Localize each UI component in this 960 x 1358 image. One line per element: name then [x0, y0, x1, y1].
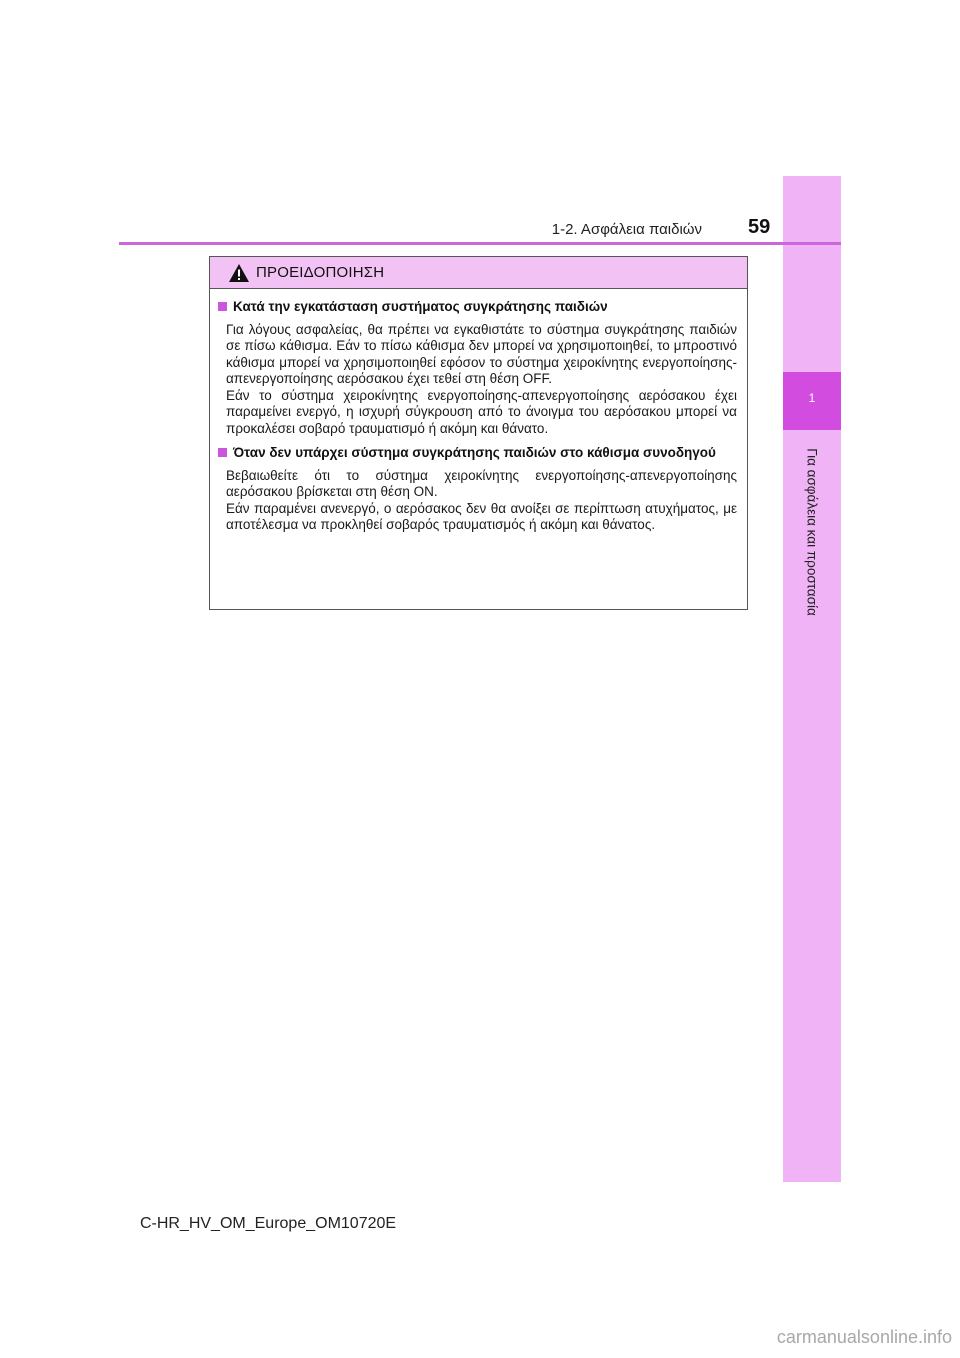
warning-paragraph: Για λόγους ασφαλείας, θα πρέπει να εγκαθιστάτε το σύστημα συγκράτησης παιδιών σε πίσω κάθισμα. Εάν το πίσω κάθισμα δεν μπορεί να χρησιμοποιηθεί, το μπροστινό κάθισμα μπορεί να χρησιμοποιηθεί εφόσον το σύστημα χειροκίνητης ενεργοποίησης-απενεργοποίησης αερόσακου έχει τεθεί στη θέση OFF.: [226, 321, 737, 386]
warning-item-text: [226, 322, 737, 438]
warning-item-heading: [218, 445, 737, 462]
section-title: 1-2. Ασφάλεια παιδιών: [551, 221, 702, 238]
footer-code: C-HR_HV_OM_Europe_OM10720E: [139, 1215, 397, 1232]
chapter-label: Για ασφάλεια και προστασία: [804, 448, 820, 616]
square-bullet-icon: [218, 448, 227, 457]
chapter-number: 1: [808, 391, 816, 405]
side-strip: [783, 176, 841, 1182]
warning-triangle-icon: [228, 263, 250, 283]
warning-item-heading-text: Κατά την εγκατάσταση συστήματος συγκράτησης παιδιών: [233, 299, 608, 314]
warning-header: [210, 257, 747, 289]
watermark[interactable]: carmanualsonline.info: [776, 1327, 952, 1347]
warning-paragraph: Εάν το σύστημα χειροκίνητης ενεργοποίησης-απενεργοποίησης αερόσακου έχει παραμείνει ενεργό, η ισχυρή σύγκρουση από το άνοιγμα του αερόσακου μπορεί να προκαλέσει σοβαρό τραυματισμό ή ακόμη και θάνατο.: [226, 387, 737, 436]
warning-paragraph: Εάν παραμένει ανενεργό, ο αερόσακος δεν θα ανοίξει σε περίπτωση ατυχήματος, με αποτέλεσμα να προκληθεί σοβαρός τραυματισμός ή ακόμη και θάνατος.: [226, 500, 737, 532]
warning-item-heading-text: Όταν δεν υπάρχει σύστημα συγκράτησης παιδιών στο κάθισμα συνοδηγού: [233, 445, 716, 460]
warning-paragraph: Βεβαιωθείτε ότι το σύστημα χειροκίνητης ενεργοποίησης-απενεργοποίησης αερόσακου βρίσκεται στη θέση ON.: [226, 467, 737, 499]
page-number: 59: [748, 216, 771, 238]
warning-item-text: [226, 468, 737, 534]
warning-box: [209, 256, 748, 610]
square-bullet-icon: [218, 302, 227, 311]
header-rule: [119, 242, 841, 245]
warning-title: ΠΡΟΕΙΔΟΠΟΙΗΣΗ: [256, 264, 385, 281]
warning-item-heading: [218, 299, 737, 316]
warning-body: [210, 289, 747, 534]
